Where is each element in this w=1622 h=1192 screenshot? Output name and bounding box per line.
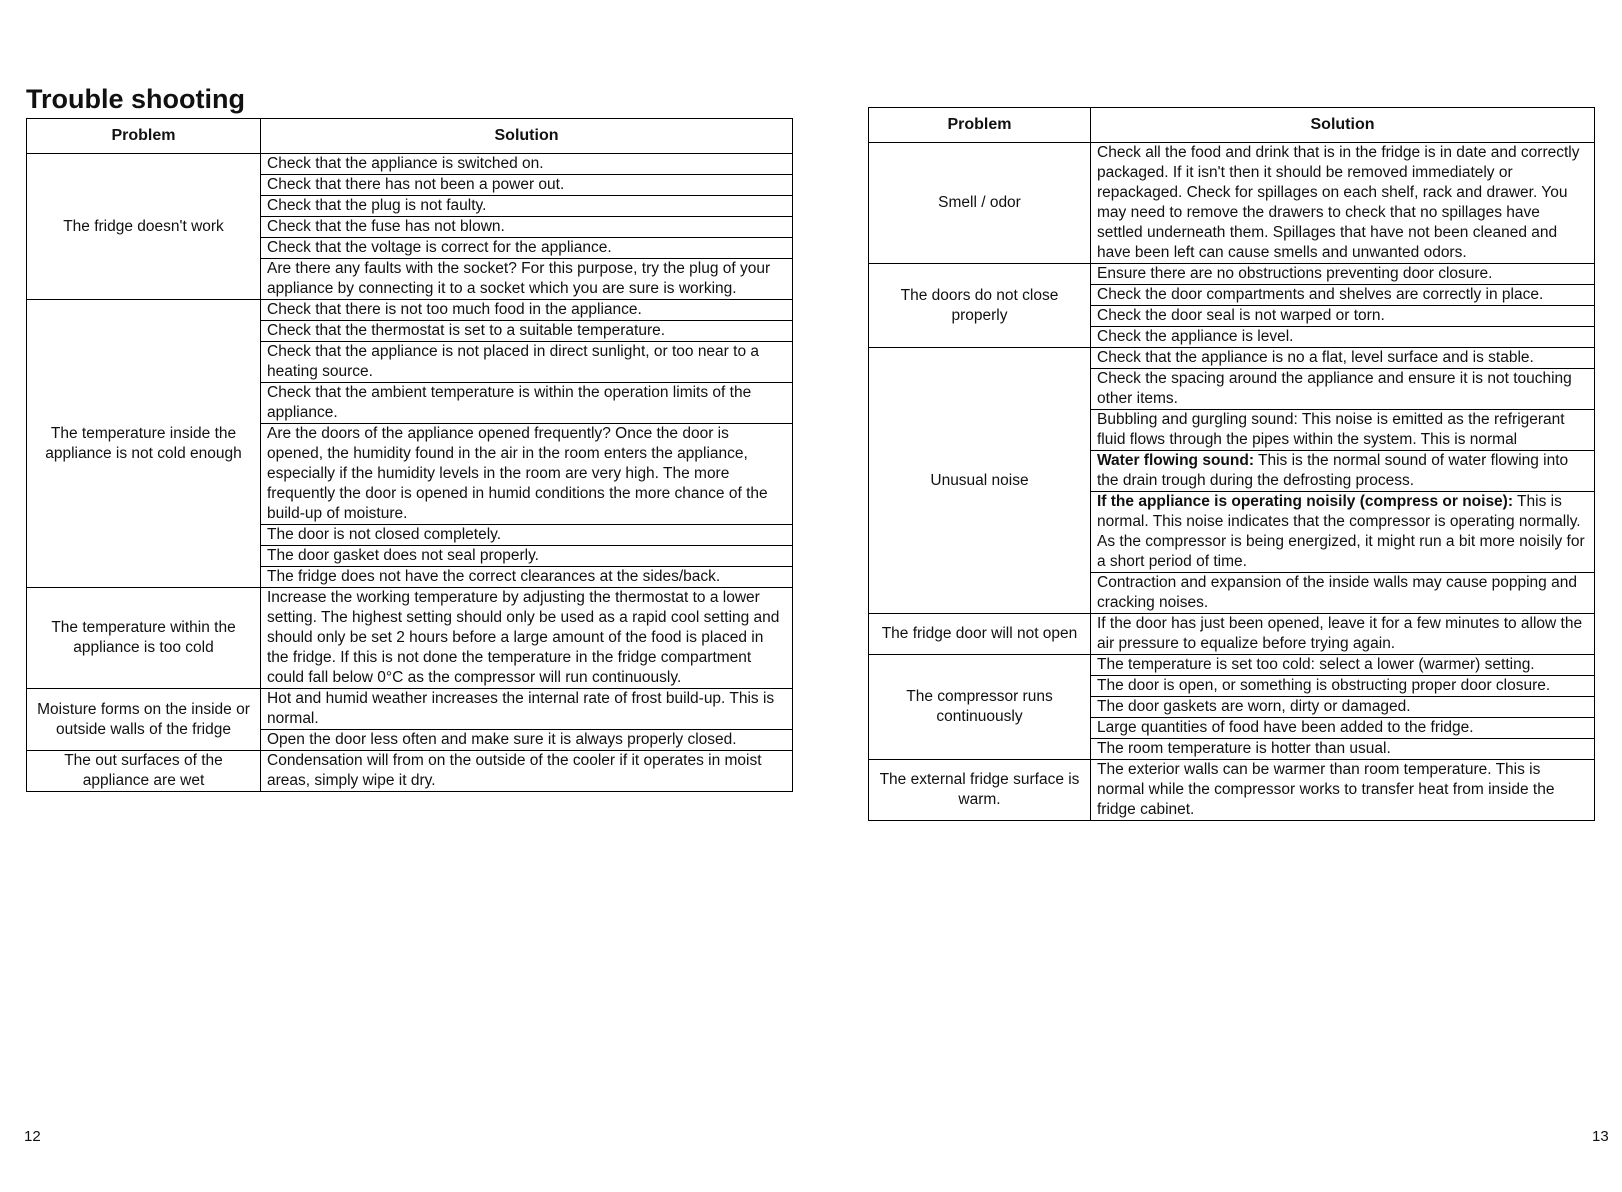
solution-cell: The door gasket does not seal properly. (261, 546, 793, 567)
problem-column-header: Problem (27, 119, 261, 154)
solution-cell: Check that the thermostat is set to a suitable temperature. (261, 321, 793, 342)
solution-text: The exterior walls can be warmer than room temperature. This is normal while the compressor works to transfer heat from inside the fridge cabinet. (1097, 761, 1555, 818)
solution-cell: Hot and humid weather increases the internal rate of frost build-up. This is normal. (261, 689, 793, 730)
problem-cell: Smell / odor (869, 143, 1091, 264)
solution-cell: Check that the appliance is switched on. (261, 154, 793, 175)
trouble-shooting-table-right (868, 107, 1595, 821)
solution-bold-lead: Water flowing sound: (1097, 452, 1254, 469)
solution-text: Ensure there are no obstructions preventing door closure. (1097, 265, 1493, 282)
solution-cell: Increase the working temperature by adjusting the thermostat to a lower setting. The highest setting should only be used as a rapid cool setting and should only be set 2 hours before a large amount of the food is placed in the fridge. If this is not done the temperature in the fridge compartment could fall below 0°C as the compressor will run continuously. (261, 588, 793, 689)
table-row (27, 588, 793, 689)
solution-cell: Check that there has not been a power out. (261, 175, 793, 196)
solution-cell: Are the doors of the appliance opened frequently? Once the door is opened, the humidity found in the air in the room enters the appliance, especially if the humidity levels in the room are very high. The more frequently the door is opened in humid conditions the more chance of the build-up of moisture. (261, 424, 793, 525)
solution-cell: Check that the voltage is correct for the appliance. (261, 238, 793, 259)
solution-text: Check the door compartments and shelves are correctly in place. (1097, 286, 1544, 303)
solution-cell (1091, 285, 1595, 306)
solution-cell (1091, 369, 1595, 410)
solution-cell (1091, 451, 1595, 492)
problem-cell: The temperature inside the appliance is not cold enough (27, 300, 261, 588)
solution-bold-lead: If the appliance is operating noisily (compress or noise): (1097, 493, 1514, 510)
solution-text: Bubbling and gurgling sound: This noise is emitted as the refrigerant fluid flows through the pipes within the system. This is normal (1097, 411, 1565, 448)
solution-cell: Are there any faults with the socket? For this purpose, try the plug of your appliance by connecting it to a socket which you are sure is working. (261, 259, 793, 300)
solution-text: This is normal. This noise indicates that the compressor is operating normally. As the compressor is being energized, it might run a bit more noisily for a short period of time. (1097, 493, 1585, 570)
solution-cell (1091, 573, 1595, 614)
solution-text: If the door has just been opened, leave it for a few minutes to allow the air pressure to equalize before trying again. (1097, 615, 1583, 652)
solution-cell (1091, 410, 1595, 451)
trouble-shooting-table-left (26, 118, 793, 792)
solution-text: The temperature is set too cold: select a lower (warmer) setting. (1097, 656, 1535, 673)
page-title: Trouble shooting (26, 84, 245, 114)
solution-cell: Check that the plug is not faulty. (261, 196, 793, 217)
solution-text: Check all the food and drink that is in the fridge is in date and correctly packaged. If it isn't then it should be removed immediately or repackaged. Check for spillages on each shelf, rack and drawer. You may need to remove the drawers to check that no spillages have settled underneath them. Spillages that have not been cleaned and have been left can cause smells and unwanted odors. (1097, 144, 1580, 261)
solution-cell: The fridge does not have the correct clearances at the sides/back. (261, 567, 793, 588)
solution-column-header: Solution (1091, 108, 1595, 143)
solution-cell (1091, 718, 1595, 739)
problem-cell: The temperature within the appliance is too cold (27, 588, 261, 689)
table-header-row (869, 108, 1595, 143)
solution-text: The room temperature is hotter than usual. (1097, 740, 1391, 757)
table-row (869, 760, 1595, 821)
solution-cell (1091, 614, 1595, 655)
table-row (27, 751, 793, 792)
problem-cell: The fridge door will not open (869, 614, 1091, 655)
solution-cell (1091, 327, 1595, 348)
solution-text: The door gaskets are worn, dirty or damaged. (1097, 698, 1411, 715)
table-row (27, 300, 793, 321)
problem-cell: The out surfaces of the appliance are wet (27, 751, 261, 792)
table-row (869, 264, 1595, 285)
solution-cell: Check that the fuse has not blown. (261, 217, 793, 238)
solution-text: Large quantities of food have been added to the fridge. (1097, 719, 1474, 736)
problem-cell: The doors do not close properly (869, 264, 1091, 348)
solution-cell: Check that there is not too much food in the appliance. (261, 300, 793, 321)
solution-text: The door is open, or something is obstructing proper door closure. (1097, 677, 1551, 694)
solution-cell: The door is not closed completely. (261, 525, 793, 546)
solution-text: Check the door seal is not warped or torn. (1097, 307, 1385, 324)
problem-cell: Moisture forms on the inside or outside walls of the fridge (27, 689, 261, 751)
problem-cell: The fridge doesn't work (27, 154, 261, 300)
solution-cell (1091, 655, 1595, 676)
table-row (869, 143, 1595, 264)
table-header-row (27, 119, 793, 154)
solution-cell (1091, 760, 1595, 821)
solution-cell: Condensation will from on the outside of the cooler if it operates in moist areas, simply wipe it dry. (261, 751, 793, 792)
page-number-left: 12 (24, 1128, 41, 1145)
solution-cell (1091, 697, 1595, 718)
solution-cell: Open the door less often and make sure it is always properly closed. (261, 730, 793, 751)
table-row (27, 689, 793, 730)
solution-text: Check the spacing around the appliance and ensure it is not touching other items. (1097, 370, 1572, 407)
solution-text: Contraction and expansion of the inside walls may cause popping and cracking noises. (1097, 574, 1577, 611)
solution-cell (1091, 676, 1595, 697)
solution-text: Check that the appliance is no a flat, level surface and is stable. (1097, 349, 1534, 366)
table-row (869, 614, 1595, 655)
solution-cell: Check that the appliance is not placed in direct sunlight, or too near to a heating source. (261, 342, 793, 383)
solution-cell (1091, 739, 1595, 760)
solution-cell (1091, 143, 1595, 264)
problem-column-header: Problem (869, 108, 1091, 143)
solution-cell (1091, 306, 1595, 327)
table-row (869, 655, 1595, 676)
problem-cell: The compressor runs continuously (869, 655, 1091, 760)
solution-cell (1091, 348, 1595, 369)
solution-cell: Check that the ambient temperature is within the operation limits of the appliance. (261, 383, 793, 424)
solution-text: Check the appliance is level. (1097, 328, 1294, 345)
problem-cell: Unusual noise (869, 348, 1091, 614)
problem-cell: The external fridge surface is warm. (869, 760, 1091, 821)
solution-cell (1091, 264, 1595, 285)
solution-cell (1091, 492, 1595, 573)
solution-column-header: Solution (261, 119, 793, 154)
page-number-right: 13 (1592, 1128, 1609, 1145)
table-row (27, 154, 793, 175)
table-row (869, 348, 1595, 369)
solution-text: This is the normal sound of water flowing into the drain trough during the defrosting process. (1097, 452, 1569, 489)
